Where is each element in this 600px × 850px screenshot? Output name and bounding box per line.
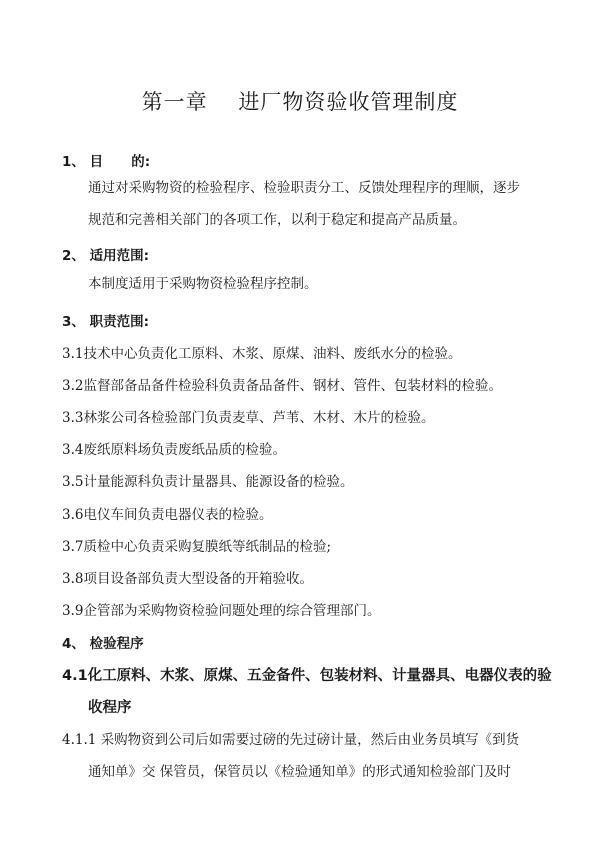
responsibility-item-3-5: 3.5计量能源科负责计量器具、能源设备的检验。: [62, 474, 354, 490]
responsibility-item-3-6: 3.6电仪车间负责电器仪表的检验。: [62, 507, 273, 523]
section-1-line-1: 通过对采购物资的检验程序、检验职责分工、反馈处理程序的理顺，逐步: [88, 180, 520, 196]
subsection-4-1-line-2: 收程序: [88, 700, 132, 716]
section-3-heading: 3、 职责范围:: [62, 314, 149, 330]
responsibility-item-3-2: 3.2监督部备品备件检验科负责备品备件、钢材、管件、包装材料的检验。: [62, 378, 502, 394]
responsibility-item-3-4: 3.4废纸原料场负责废纸品质的检验。: [62, 442, 286, 458]
section-2-heading: 2、 适用范围:: [62, 248, 149, 264]
responsibility-item-3-1: 3.1技术中心负责化工原料、木浆、原煤、油料、废纸水分的检验。: [62, 346, 462, 362]
responsibility-item-3-8: 3.8项目设备部负责大型设备的开箱验收。: [62, 571, 313, 587]
item-4-1-1-line-2: 通知单》交 保管员，保管员以《检验通知单》的形式通知检验部门及时: [88, 764, 511, 780]
responsibility-item-3-7: 3.7质检中心负责采购复膜纸等纸制品的检验;: [62, 539, 332, 555]
section-1-heading: 1、 目 的:: [62, 154, 151, 170]
subsection-4-1-line-1: 4.1化工原料、木浆、原煤、五金备件、包装材料、计量器具、电器仪表的验: [62, 668, 552, 684]
section-1-line-2: 规范和完善相关部门的各项工作，以利于稳定和提高产品质量。: [88, 212, 466, 228]
responsibility-item-3-3: 3.3林浆公司各检验部门负责麦草、芦苇、木材、木片的检验。: [62, 410, 435, 426]
chapter-title: 第一章 进厂物资验收管理制度: [141, 90, 459, 114]
responsibility-item-3-9: 3.9企管部为采购物资检验问题处理的综合管理部门。: [62, 603, 381, 619]
item-4-1-1-line-1: 4.1.1 采购物资到公司后如需要过磅的先过磅计量，然后由业务员填写《到货: [62, 732, 520, 748]
section-2-line-1: 本制度适用于采购物资检验程序控制。: [88, 276, 318, 292]
section-4-heading: 4、 检验程序: [62, 636, 144, 652]
